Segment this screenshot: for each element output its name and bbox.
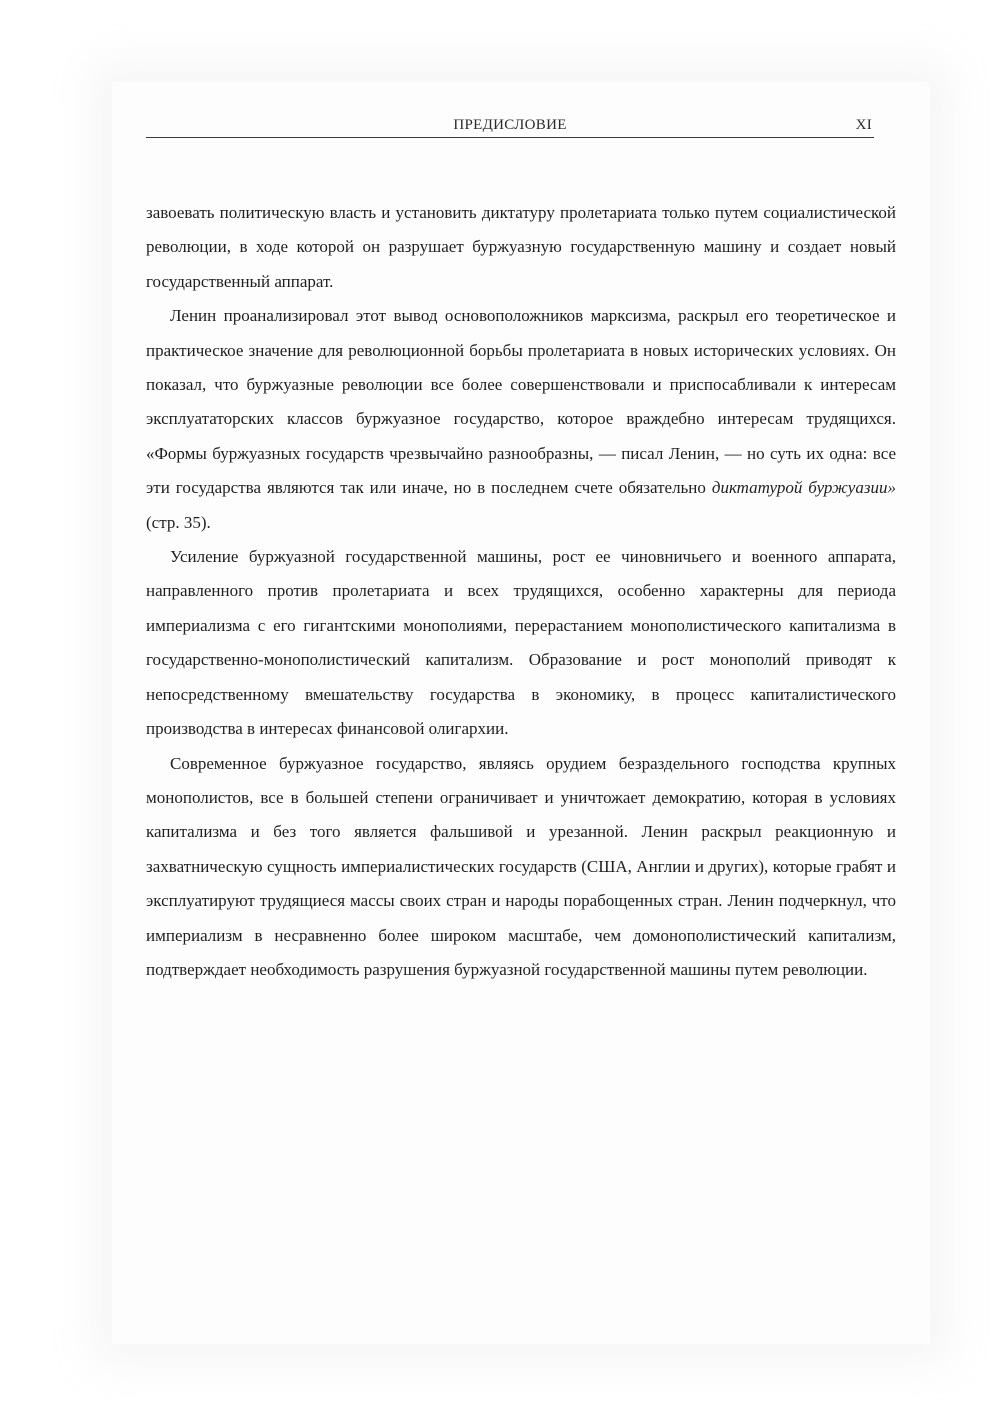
paragraph-1: завоевать политическую власть и установить диктатуру пролетариата только путем социалистической революции, в ходе которой он разрушает буржуазную государственную машину и создает новый государственный аппарат. bbox=[146, 203, 896, 291]
paragraph-2-text: Ленин проанализировал этот вывод основоположников марксизма, раскрыл его теоретическое и практическое значение для революционной борьбы пролетариата в новых исторических условиях. Он показал, что буржуазные революции все более совершенствовали и приспосабливали к интересам эксплуататорских классов буржуазное государство, которое враждебно интересам трудящихся. «Формы буржуазных государств чрезвычайно разнообразны, — писал Ленин, — но суть их одна: все эти государства являются так или иначе, но в последнем счете обязательно bbox=[146, 306, 896, 498]
paragraph-4: Современное буржуазное государство, являясь орудием безраздельного господства крупных монополистов, все в большей степени ограничивает и уничтожает демократию, которая в условиях капитализма и без того является фальшивой и урезанной. Ленин раскрыл реакционную и захватническую сущность империалистических государств (США, Англии и других), которые грабят и эксплуатируют трудящиеся массы своих стран и народы порабощенных стран. Ленин подчеркнул, что империализм в несравненно более широком масштабе, чем домонополистический капитализм, подтверждает необходимость разрушения буржуазной государственной машины путем революции. bbox=[146, 753, 896, 979]
body-text bbox=[146, 196, 896, 987]
paragraph-2 bbox=[146, 299, 896, 540]
running-header-title: ПРЕДИСЛОВИЕ bbox=[453, 117, 567, 133]
page-number: XI bbox=[855, 117, 872, 133]
paragraph-2-citation: (стр. 35). bbox=[146, 512, 211, 532]
running-header bbox=[146, 115, 874, 138]
paragraph-2-emphasis: диктатурой буржуазии» bbox=[711, 478, 896, 498]
paragraph-3: Усиление буржуазной государственной машины, рост ее чиновничьего и военного аппарата, направленного против пролетариата и всех трудящихся, особенно характерны для периода империализма с его гигантскими монополиями, перерастанием монополистического капитализма в государственно-монополистический капитализм. Образование и рост монополий приводят к непосредственному вмешательству государства в экономику, в процесс капиталистического производства в интересах финансовой олигархии. bbox=[146, 547, 896, 739]
